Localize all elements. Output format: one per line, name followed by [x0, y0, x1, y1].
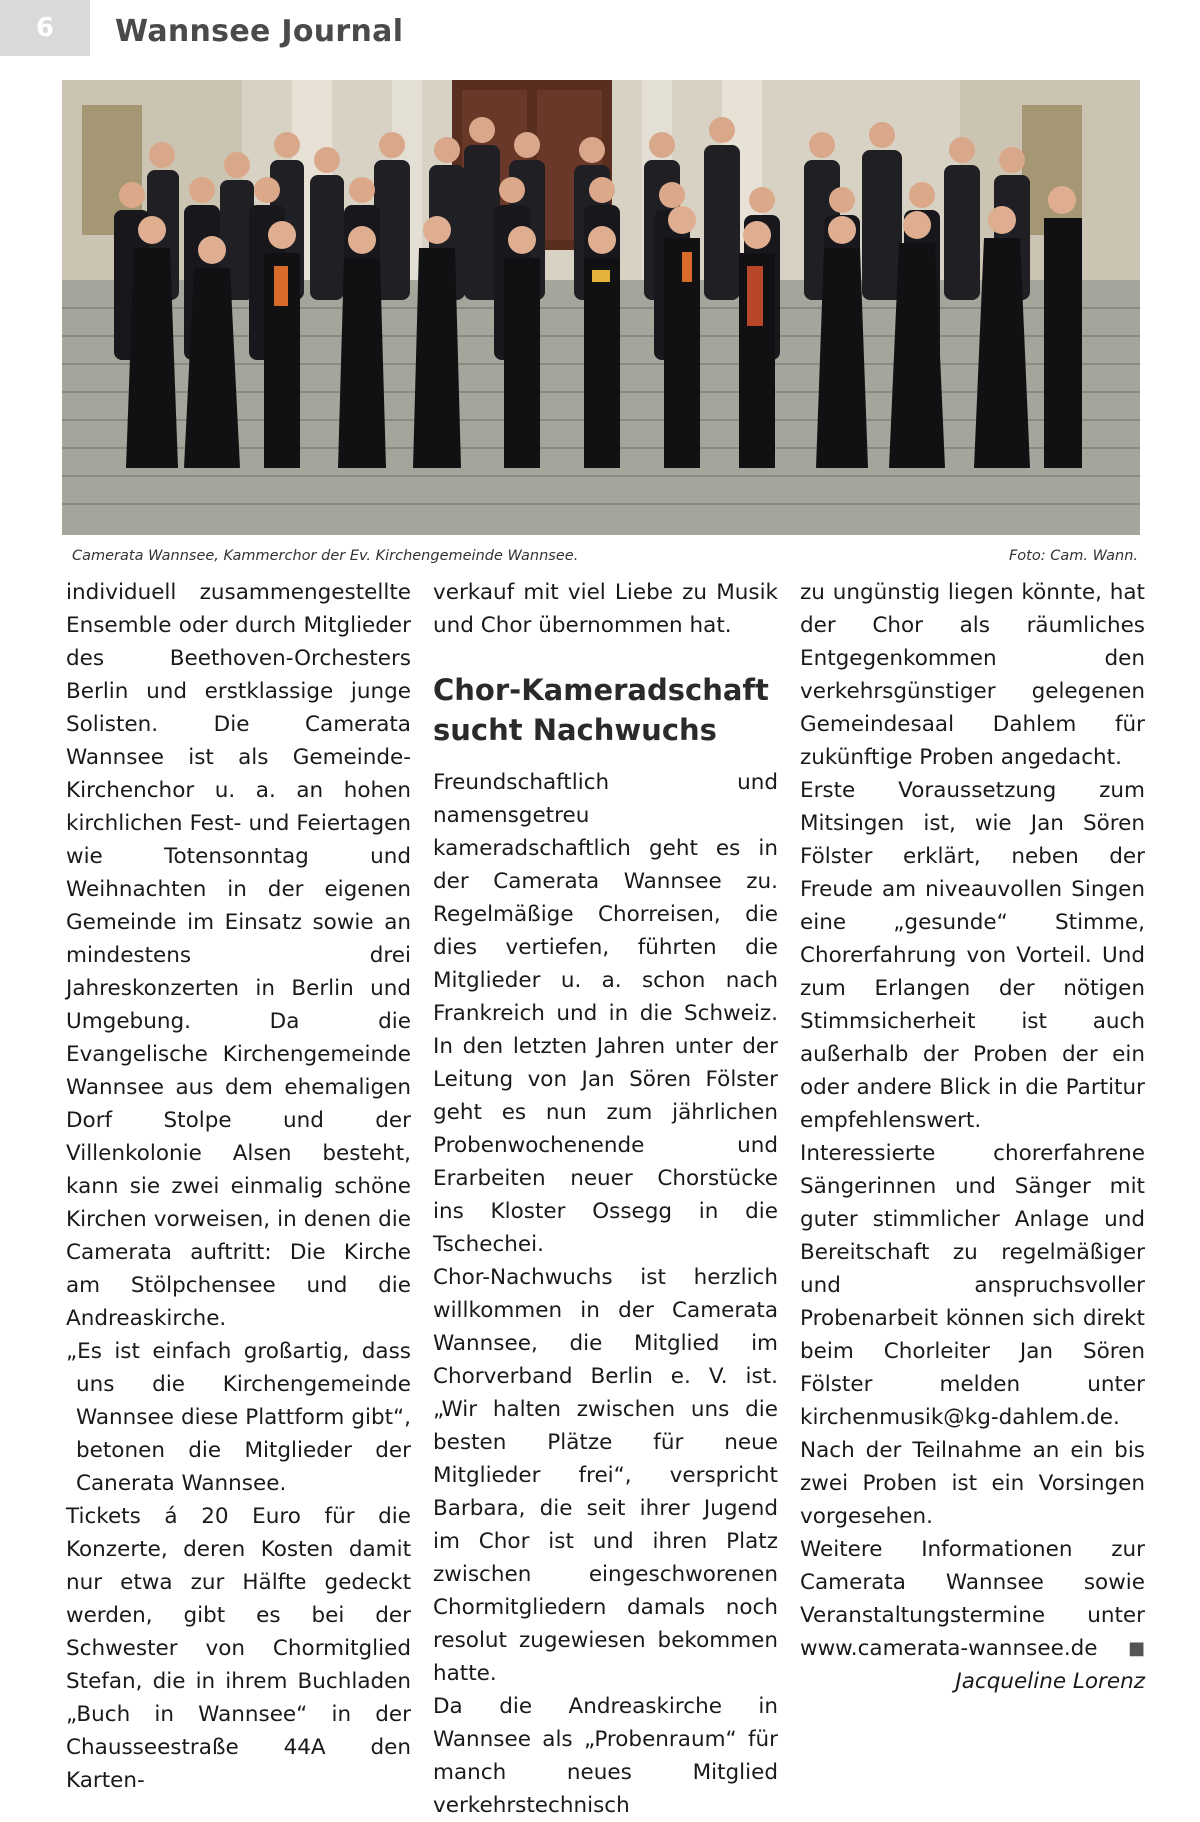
end-mark-icon: ■: [1127, 1638, 1145, 1659]
subheading: Chor-Kameradschaft sucht Nachwuchs: [433, 673, 769, 747]
page-number: 6: [0, 0, 90, 56]
photo-credit: Foto: Cam. Wann.: [1008, 548, 1138, 564]
paragraph: Freundschaftlich und namensgetreu kameradschaftlich geht es in der Camerata Wannsee zu. Regelmäßige Chorreisen, die dies vertiefen, führten die Mitglieder u. a. schon nach Frankreich und in die Schweiz. In den letzten Jahren unter der Leitung von Jan Sören Fölster geht es nun zum jährlichen Probenwochenende und Erarbeiten neuer Chorstücke ins Kloster Ossegg in die Tschechei.: [433, 770, 778, 1257]
author-name: Jacqueline Lorenz: [955, 1669, 1145, 1694]
choir-photo: [62, 80, 1140, 535]
paragraph: individuell zusammengestellte Ensemble oder durch Mitglieder des Beethoven-Orchesters Berlin und erstklassige junge Solisten. Die Camerata Wannsee ist als Gemeinde-Kirchenchor u. a. an hohen kirchlichen Fest- und Feiertagen wie Totensonntag und Weihnachten in der eigenen Gemeinde im Einsatz sowie an mindestens drei Jahreskonzerten in Berlin und Umgebung. Da die Evangelische Kirchengemeinde Wannsee aus dem ehemaligen Dorf Stolpe und der Villenkolonie Alsen besteht, kann sie zwei einmalig schöne Kirchen vorweisen, in denen die Camerata auftritt: Die Kirche am Stölpchensee und die Andreaskirche.: [66, 580, 411, 1331]
paragraph: Erste Voraussetzung zum Mitsingen ist, wie Jan Sören Fölster erklärt, neben der Freude am niveauvollen Singen eine „gesunde“ Stimme, Chorerfahrung von Vorteil. Und zum Erlangen der nötigen Stimmsicherheit ist auch außerhalb der Proben der ein oder andere Blick in die Partitur empfehlenswert.: [800, 778, 1145, 1133]
journal-title: Wannsee Journal: [115, 14, 404, 49]
paragraph: „Es ist einfach großartig, dass uns die Kirchengemeinde Wannsee diese Plattform gibt“, betonen die Mitglieder der Canerata Wannsee.: [66, 1339, 411, 1496]
paragraph: Da die Andreaskirche in Wannsee als „Probenraum“ für manch neues Mitglied verkehrstechnisch: [433, 1694, 778, 1818]
paragraph: [800, 1533, 1145, 1665]
paragraph: Tickets á 20 Euro für die Konzerte, deren Kosten damit nur etwa zur Hälfte gedeckt werden, gibt es bei der Schwester von Chormitglied Stefan, die in ihrem Buchladen „Buch in Wannsee“ in der Chausseestraße 44A den Karten-: [66, 1504, 411, 1793]
paragraph: zu ungünstig liegen könnte, hat der Chor als räumliches Entgegenkommen den verkehrsgünstiger gelegenen Gemeindesaal Dahlem für zukünftige Proben angedacht.: [800, 580, 1145, 770]
article-column-2: [433, 576, 778, 1822]
article-column-1: [66, 576, 411, 1797]
paragraph-text: Weitere Informationen zur Camerata Wannsee sowie Veranstaltungstermine unter www.camerata-wannsee.de: [800, 1537, 1145, 1661]
article-column-3: [800, 576, 1145, 1698]
paragraph: verkauf mit viel Liebe zu Musik und Chor übernommen hat.: [433, 580, 778, 638]
paragraph: Interessierte chorerfahrene Sängerinnen und Sänger mit guter stimmlicher Anlage und Bereitschaft zu regelmäßiger und anspruchsvoller Probenarbeit können sich direkt beim Chorleiter Jan Sören Fölster melden unter kirchenmusik@kg-dahlem.de. Nach der Teilnahme an ein bis zwei Proben ist ein Vorsingen vorgesehen.: [800, 1141, 1145, 1529]
paragraph: Chor-Nachwuchs ist herzlich willkommen in der Camerata Wannsee, die Mitglied im Chorverband Berlin e. V. ist. „Wir halten zwischen uns die besten Plätze für neue Mitglieder frei“, verspricht Barbara, die seit ihrer Jugend im Chor ist und ihren Platz zwischen eingeschworenen Chormitgliedern damals noch resolut zugewiesen bekommen hatte.: [433, 1265, 778, 1686]
photo-caption: Camerata Wannsee, Kammerchor der Ev. Kirchengemeinde Wannsee.: [72, 548, 579, 564]
